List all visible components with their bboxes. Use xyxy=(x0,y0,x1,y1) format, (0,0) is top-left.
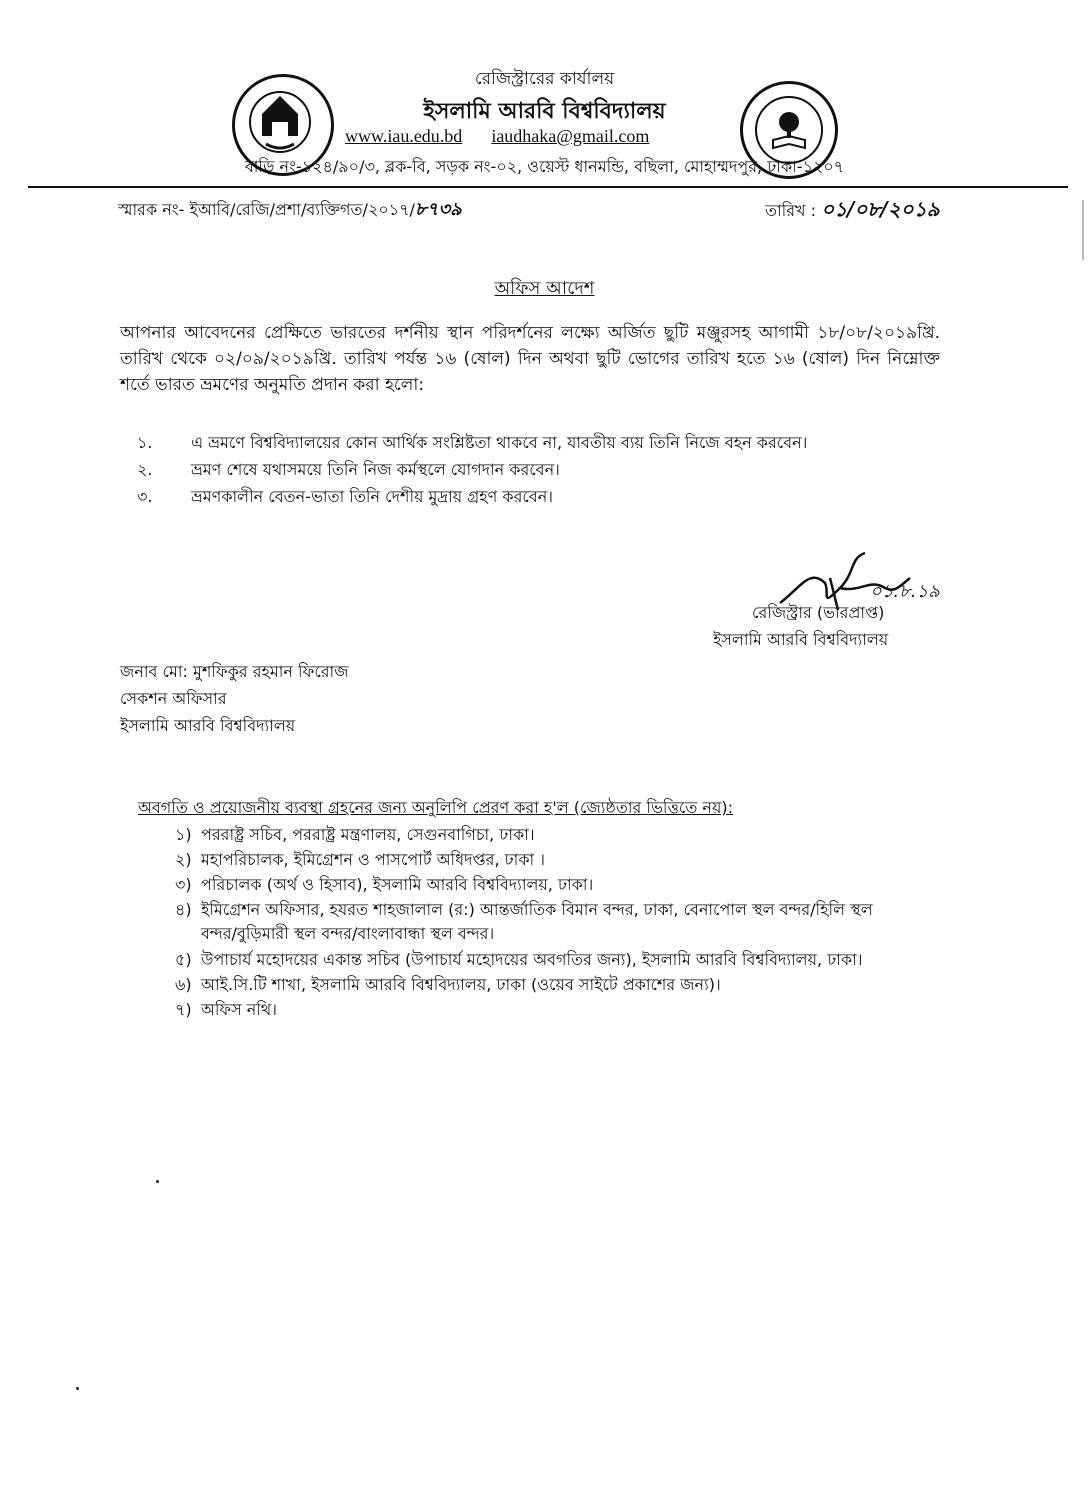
body-paragraph: আপনার আবেদনের প্রেক্ষিতে ভারতের দর্শনীয় স্থান পরিদর্শনের লক্ষ্যে অর্জিত ছুটি মঞ্জুরসহ আগামী ১৮/০৮/২০১৯খ্রি. তারিখ থেকে ০২/০৯/২০১৯খ্রি. তারিখ পর্যন্ত ১৬ (ষোল) দিন অথবা ছুটি ভোগের তারিখ হতে ১৬ (ষোল) দিন নিম্নোক্ত শর্তে ভারত ভ্রমণের অনুমতি প্রদান করা হলো: xyxy=(120,323,940,395)
list-item: ৫) উপাচার্য মহোদয়ের একান্ত সচিব (উপাচার্য মহোদয়ের অবগতির জন্য), ইসলামি আরবি বিশ্ববিদ্যালয়, ঢাকা। xyxy=(175,950,863,969)
scan-speck xyxy=(76,1387,79,1390)
contact-line xyxy=(345,126,649,147)
list-item: ৪) ইমিগ্রেশন অফিসার, হযরত শাহজালাল (র:) আন্তর্জাতিক বিমান বন্দর, ঢাকা, বেনাপোল স্থল বন্দর/হিলি স্থল xyxy=(175,900,873,919)
signature-date: ০১.৮.১৯ xyxy=(870,581,940,602)
list-item: ৭) অফিস নথি। xyxy=(175,1000,277,1019)
list-item: ২. ভ্রমণ শেষে যথাসময়ে তিনি নিজ কর্মস্থলে যোগদান করবেন। xyxy=(137,460,560,479)
list-item-continuation: বন্দর/বুড়িমারী স্থল বন্দর/বাংলাবান্ধা স্থল বন্দর। xyxy=(201,924,495,943)
header-divider xyxy=(28,186,1068,188)
list-item: ২) মহাপরিচালক, ইমিগ্রেশন ও পাসপোর্ট অধিদপ্তর, ঢাকা । xyxy=(175,850,545,869)
signer-university: ইসলামি আরবি বিশ্ববিদ্যালয় xyxy=(713,630,889,649)
recipient-university: ইসলামি আরবি বিশ্ববিদ্যালয় xyxy=(120,716,296,735)
list-item: ১) পররাষ্ট্র সচিব, পররাষ্ট্র মন্ত্রণালয়, সেগুনবাগিচা, ঢাকা। xyxy=(175,825,535,844)
signer-designation: রেজিস্ট্রার (ভারপ্রাপ্ত) xyxy=(752,603,885,622)
office-name: রেজিস্ট্রারের কার্যালয় xyxy=(474,69,615,89)
list-item: ৩. ভ্রমণকালীন বেতন-ভাতা তিনি দেশীয় মুদ্রায় গ্রহণ করবেন। xyxy=(137,487,553,506)
memo-number: স্মারক নং- ইআবি/রেজি/প্রশা/ব্যক্তিগত/২০১৭/৮৭৩৯ xyxy=(118,199,462,220)
memo-handwritten-number: ৮৭৩৯ xyxy=(414,199,462,220)
recipient-designation: সেকশন অফিসার xyxy=(120,689,227,708)
memo-date: তারিখ : ০১/০৮/২০১৯ xyxy=(765,197,940,221)
email-link[interactable]: iaudhaka@gmail.com xyxy=(491,126,650,146)
scan-speck xyxy=(156,1180,159,1183)
university-name: ইসলামি আরবি বিশ্ববিদ্যালয় xyxy=(423,99,666,124)
page-title: অফিস আদেশ xyxy=(494,278,595,299)
scan-speck xyxy=(1082,200,1084,260)
website-link[interactable]: www.iau.edu.bd xyxy=(345,126,463,146)
copy-heading: অবগতি ও প্রয়োজনীয় ব্যবস্থা গ্রহনের জন্য অনুলিপি প্রেরণ করা হ'ল (জ্যেষ্ঠতার ভিত্তিতে নয়): xyxy=(138,798,734,817)
address: বাড়ি নং-১২৪/৯০/৩, ব্লক-বি, সড়ক নং-০২, ওয়েস্ট ধানমন্ডি, বছিলা, মোহাম্মদপুর, ঢাকা-১২০৭ xyxy=(244,157,845,176)
memo-handwritten-date: ০১/০৮/২০১৯ xyxy=(821,197,940,221)
recipient-name: জনাব মো: মুশফিকুর রহমান ফিরোজ xyxy=(120,662,349,681)
list-item: ১. এ ভ্রমণে বিশ্ববিদ্যালয়ের কোন আর্থিক সংশ্লিষ্টতা থাকবে না, যাবতীয় ব্যয় তিনি নিজে বহন করবেন। xyxy=(137,433,808,452)
list-item: ৬) আই.সি.টি শাখা, ইসলামি আরবি বিশ্ববিদ্যালয়, ঢাকা (ওয়েব সাইটে প্রকাশের জন্য)। xyxy=(175,975,721,994)
list-item: ৩) পরিচালক (অর্থ ও হিসাব), ইসলামি আরবি বিশ্ববিদ্যালয়, ঢাকা। xyxy=(175,875,594,894)
